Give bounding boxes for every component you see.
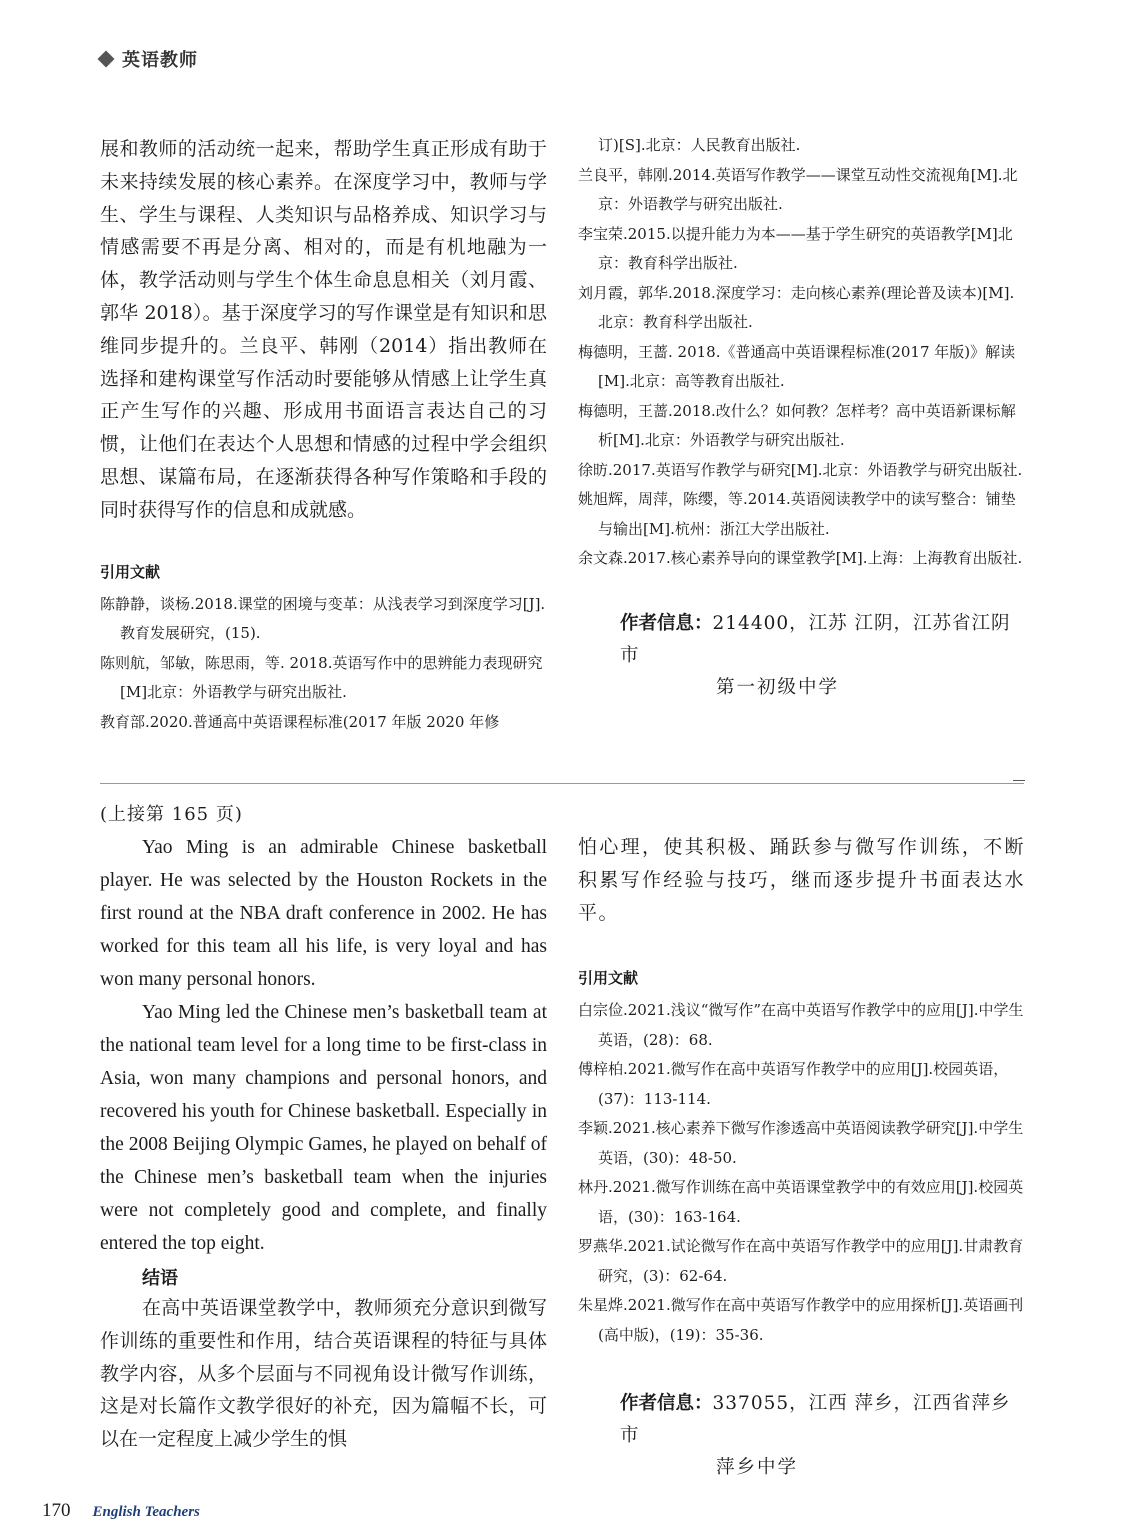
reference-item: 白宗俭.2021.浅议“微写作”在高中英语写作教学中的应用[J].中学生英语，(28)：68. — [578, 1001, 1024, 1049]
reference-item: 朱星烨.2021.微写作在高中英语写作教学中的应用探析[J].英语画刊(高中版)，(19)：35-36. — [578, 1296, 1024, 1344]
reference-item: 余文森.2017.核心素养导向的课堂教学[M].上海：上海教育出版社. — [578, 549, 1023, 567]
reference-item: 梅德明，王蔷. 2018.《普通高中英语课程标准(2017 年版)》解读[M].北京：高等教育出版社. — [578, 342, 1016, 390]
conclusion-heading: 结语 — [142, 1268, 178, 1289]
reference-item: 刘月霞，郭华.2018.深度学习：走向核心素养(理论普及读本)[M].北京：教育科学出版社. — [578, 283, 1015, 331]
references-heading: 引用文献 — [100, 562, 161, 581]
english-paragraph: Yao Ming is an admirable Chinese basketball player. He was selected by the Houston Rockets in the first round at the NBA draft conference in 2002. He has worked for this team all his life, is very loyal and has won many personal honors. — [100, 837, 547, 990]
english-paragraph: Yao Ming led the Chinese men’s basketball team at the national team level for a long time to be first-class in Asia, won many champions and personal honors, and recovered his youth for Chinese basketball. Especially in the 2008 Beijing Olympic Games, he played on behalf of the Chinese men’s basketball team when the injuries were not completely good and complete, and finally entered the top eight. — [100, 1002, 547, 1254]
diamond-icon — [98, 51, 115, 68]
conclusion-paragraph: 在高中英语课堂教学中，教师须充分意识到微写作训练的重要性和作用，结合英语课程的特征与具体教学内容，从多个层面与不同视角设计微写作训练，这是对长篇作文教学很好的补充，因为篇幅不长，可以在一定程度上减少学生的惧 — [100, 1297, 547, 1451]
author-school: 萍乡中学 — [716, 1457, 799, 1479]
page-footer — [42, 1500, 200, 1522]
top-right-column — [578, 131, 1025, 704]
reference-item: 兰良平，韩刚.2014.英语写作教学——课堂互动性交流视角[M].北京：外语教学与研究出版社. — [578, 165, 1018, 213]
conclusion-paragraph-continued: 怕心理，使其积极、踊跃参与微写作训练，不断积累写作经验与技巧，继而逐步提升书面表达水平。 — [578, 836, 1025, 924]
reference-item: 陈静静，谈杨.2018.课堂的困境与变革：从浅表学习到深度学习[J].教育发展研究，(15). — [100, 594, 546, 643]
reference-item: 陈则航，邹敏，陈思雨，等. 2018.英语写作中的思辨能力表现研究[M]北京：外语教学与研究出版社. — [100, 653, 543, 702]
journal-name: English Teachers — [92, 1504, 200, 1520]
author-info-label: 作者信息： — [620, 1393, 713, 1415]
author-address: 214400，江苏 江阴，江苏省江阴市 — [620, 612, 1011, 666]
author-info — [578, 1388, 1025, 1484]
author-school: 第一初级中学 — [716, 676, 840, 698]
reference-item: 教育部.2020.普通高中英语课程标准(2017 年版 2020 年修 — [100, 712, 500, 731]
reference-continued: 订)[S].北京：人民教育出版社. — [598, 136, 801, 154]
section-divider — [100, 783, 1024, 784]
reference-item: 李颖.2021.核心素养下微写作渗透高中英语阅读教学研究[J].中学生英语，(30)：48-50. — [578, 1119, 1024, 1167]
reference-item: 傅梓柏.2021.微写作在高中英语写作教学中的应用[J].校园英语，(37)：113-114. — [578, 1060, 1009, 1108]
author-info-label: 作者信息： — [620, 612, 713, 634]
author-info — [578, 608, 1025, 704]
running-header — [100, 46, 198, 72]
top-left-column — [100, 133, 547, 737]
reference-item: 徐昉.2017.英语写作教学与研究[M].北京：外语教学与研究出版社. — [578, 460, 1023, 479]
reference-item: 林丹.2021.微写作训练在高中英语课堂教学中的有效应用[J].校园英语，(30)：163-164. — [578, 1178, 1024, 1226]
continued-from-note: (上接第 165 页) — [100, 804, 243, 825]
author-address: 337055，江西 萍乡，江西省萍乡市 — [620, 1393, 1011, 1447]
bottom-left-column — [100, 831, 547, 1456]
body-paragraph: 展和教师的活动统一起来，帮助学生真正形成有助于未来持续发展的核心素养。在深度学习中，教师与学生、学生与课程、人类知识与品格养成、知识学习与情感需要不再是分离、相对的，而是有机地融为一体，教学活动则与学生个体生命息息相关（刘月霞、郭华 2018）。基于深度学习的写作课堂是有知识和思维同步提升的。兰良平、韩刚（2014）指出教师在选择和建构课堂写作活动时要能够从情感上让学生真正产生写作的兴趣、形成用书面语言表达自己的习惯，让他们在表达个人思想和情感的过程中学会组织思想、谋篇布局，在逐渐获得各种写作策略和手段的同时获得写作的信息和成就感。 — [100, 138, 547, 521]
journal-section-title: 英语教师 — [122, 50, 198, 71]
reference-item: 罗燕华.2021.试论微写作在高中英语写作教学中的应用[J].甘肃教育研究，(3)：62-64. — [578, 1237, 1024, 1285]
reference-item: 李宝荣.2015.以提升能力为本——基于学生研究的英语教学[M]北京：教育科学出版社. — [578, 224, 1013, 272]
page-number: 170 — [42, 1500, 71, 1521]
references-heading: 引用文献 — [578, 969, 639, 988]
reference-item: 姚旭辉，周萍，陈缨，等.2014.英语阅读教学中的读写整合：铺垫与输出[M].杭州：浙江大学出版社. — [578, 490, 1016, 538]
reference-item: 梅德明，王蔷.2018.改什么？如何教？怎样考？高中英语新课标解析[M].北京：外语教学与研究出版社. — [578, 401, 1016, 449]
bottom-right-column — [578, 831, 1025, 1484]
divider-tick — [1013, 780, 1025, 781]
